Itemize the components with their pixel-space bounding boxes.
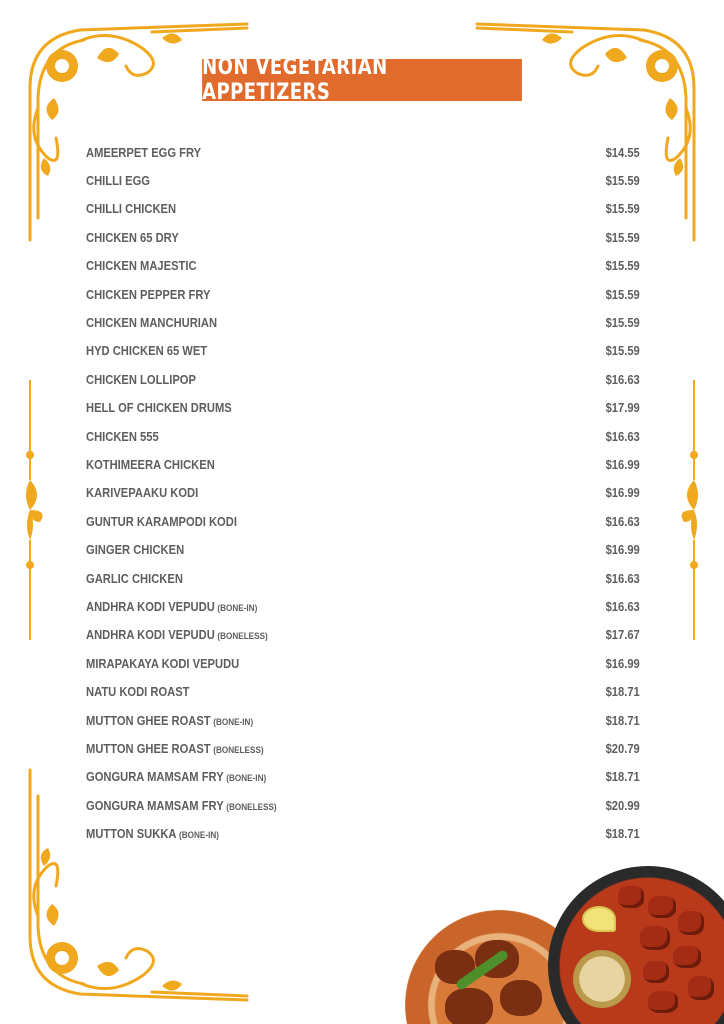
menu-item-name [86,457,215,472]
menu-item-name [86,400,232,415]
menu-item-title: CHILLI CHICKEN [86,201,177,217]
menu-item-price: $17.99 [605,400,640,416]
menu-item-row [86,337,640,365]
menu-item-row [86,677,640,705]
menu-item-row [86,223,640,251]
menu-item-title: GONGURA MAMSAM FRY [86,797,224,813]
menu-item-title: CHICKEN PEPPER FRY [86,286,211,302]
menu-item-row [86,365,640,393]
menu-item-price: $15.59 [605,173,640,189]
menu-item-title: GONGURA MAMSAM FRY [86,769,224,785]
menu-item-title: CHICKEN LOLLIPOP [86,371,196,387]
menu-item-title: GARLIC CHICKEN [86,570,183,586]
menu-item-name [86,599,257,614]
dip-cup-image [573,950,631,1008]
menu-item-price: $16.99 [605,542,640,558]
menu-item-name [86,372,196,387]
menu-item-price: $16.63 [605,513,640,529]
menu-item-price: $17.67 [605,627,640,643]
menu-item-row [86,507,640,535]
menu-item-name [86,627,268,642]
food-bowl-image [548,866,724,1024]
menu-item-price: $15.59 [605,201,640,217]
menu-item-price: $16.99 [605,655,640,671]
menu-item-row [86,706,640,734]
menu-item-price: $16.63 [605,570,640,586]
menu-item-row [86,479,640,507]
menu-item-price: $14.55 [605,144,640,160]
menu-item-price: $15.59 [605,315,640,331]
menu-item-title: GINGER CHICKEN [86,542,185,558]
menu-item-row [86,138,640,166]
menu-item-price: $20.79 [605,740,640,756]
menu-item-name [86,343,207,358]
menu-item-price: $16.63 [605,598,640,614]
menu-item-title: MUTTON SUKKA [86,826,177,842]
menu-item-title: NATU KODI ROAST [86,684,190,700]
menu-item-title: CHILLI EGG [86,173,150,189]
menu-item-name [86,258,197,273]
menu-item-price: $16.99 [605,485,640,501]
lemon-wedge-image [582,906,616,932]
menu-item-row [86,252,640,280]
side-ornament-right [672,380,702,640]
menu-item-price: $16.63 [605,371,640,387]
menu-item-title: MIRAPAKAYA KODI VEPUDU [86,655,240,671]
menu-item-price: $15.59 [605,229,640,245]
menu-item-row [86,535,640,563]
menu-item-note: (BONELESS) [226,801,277,813]
menu-item-note: (BONELESS) [213,744,264,756]
menu-item-title: MUTTON GHEE ROAST [86,712,211,728]
menu-item-price: $18.71 [605,826,640,842]
menu-item-row [86,308,640,336]
menu-item-note: (BONE-IN) [179,830,220,842]
menu-item-row [86,649,640,677]
menu-item-row [86,791,640,819]
menu-item-title: CHICKEN 555 [86,428,159,444]
menu-item-name [86,571,183,586]
menu-item-note: (BONE-IN) [213,716,254,728]
menu-item-name [86,201,176,216]
menu-item-name [86,429,159,444]
menu-item-row [86,195,640,223]
menu-item-price: $16.99 [605,456,640,472]
menu-item-row [86,280,640,308]
menu-item-title: HELL OF CHICKEN DRUMS [86,400,232,416]
menu-item-row [86,819,640,847]
menu-item-price: $18.71 [605,684,640,700]
menu-item-name [86,684,190,699]
menu-item-row [86,450,640,478]
menu-item-name [86,713,253,728]
menu-item-price: $15.59 [605,258,640,274]
menu-item-title: ANDHRA KODI VEPUDU [86,598,215,614]
menu-item-row [86,734,640,762]
menu-item-name [86,542,184,557]
menu-item-title: CHICKEN 65 DRY [86,229,179,245]
menu-item-price: $18.71 [605,712,640,728]
menu-item-price: $16.63 [605,428,640,444]
menu-item-title: AMEERPET EGG FRY [86,144,202,160]
menu-item-name [86,315,217,330]
menu-item-name [86,826,219,841]
menu-item-note: (BONE-IN) [217,602,258,614]
menu-item-title: KOTHIMEERA CHICKEN [86,456,215,472]
menu-item-price: $18.71 [605,769,640,785]
menu-item-name [86,769,266,784]
menu-item-title: KARIVEPAAKU KODI [86,485,199,501]
menu-item-note: (BONELESS) [217,631,268,643]
side-ornament-left [22,380,52,640]
menu-item-row [86,564,640,592]
menu-list [86,138,640,848]
menu-item-price: $15.59 [605,286,640,302]
menu-item-title: CHICKEN MAJESTIC [86,258,197,274]
menu-item-name [86,798,277,813]
menu-item-name [86,741,264,756]
menu-item-row [86,592,640,620]
menu-item-note: (BONE-IN) [226,773,267,785]
menu-item-name [86,145,201,160]
menu-item-title: GUNTUR KARAMPODI KODI [86,513,237,529]
menu-item-name [86,656,239,671]
menu-item-name [86,485,198,500]
menu-item-name [86,230,179,245]
menu-item-title: ANDHRA KODI VEPUDU [86,627,215,643]
menu-item-price: $20.99 [605,797,640,813]
menu-item-title: CHICKEN MANCHURIAN [86,315,218,331]
menu-item-title: MUTTON GHEE ROAST [86,740,211,756]
menu-item-name [86,514,237,529]
menu-item-name [86,287,210,302]
menu-item-row [86,763,640,791]
menu-item-row [86,422,640,450]
menu-item-price: $15.59 [605,343,640,359]
menu-item-row [86,166,640,194]
menu-item-name [86,173,150,188]
menu-item-title: HYD CHICKEN 65 WET [86,343,208,359]
menu-item-row [86,621,640,649]
page-title: NON VEGETARIAN APPETIZERS [202,59,522,101]
menu-item-row [86,394,640,422]
